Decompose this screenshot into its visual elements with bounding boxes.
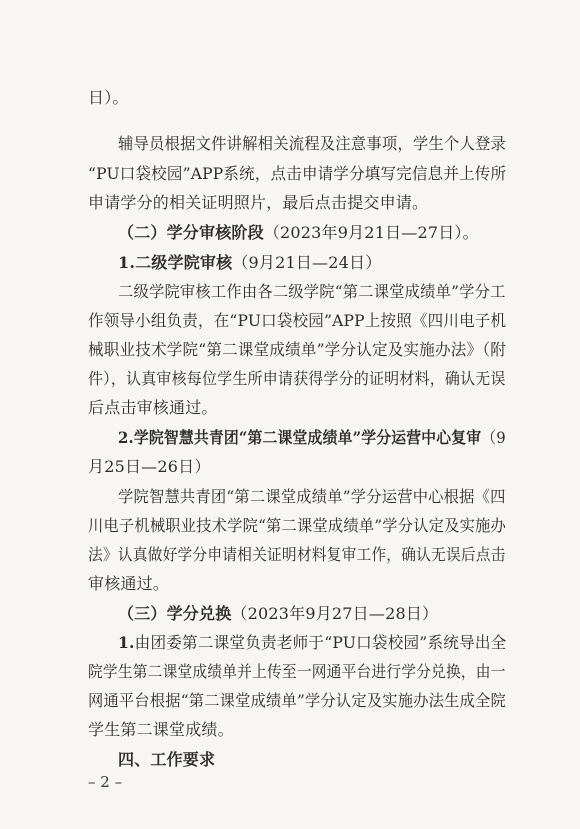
text-line: 法》认真做好学分申请相关证明材料复审工作，确认无误后点击 [88,545,506,564]
subsection-heading: 1.二级学院审核（9月21日—24日） [118,253,382,272]
page-number: – 2 – [88,773,123,791]
chapter-heading: 四、工作要求 [118,750,216,769]
section-heading: （二）学分审核阶段（2023年9月21日—27日）。 [118,223,479,242]
text-line: 审核通过。 [88,574,170,593]
text-line: 日）。 [88,88,129,107]
text-line: 院学生第二课堂成绩单并上传至一网通平台进行学分兑换，由一 [88,662,506,681]
paragraph-line: 辅导员根据文件讲解相关流程及注意事项，学生个人登录 [118,134,507,153]
text-line: 械职业技术学院“第二课堂成绩单”学分认定及实施办法》（附 [88,340,506,359]
paragraph-line: 二级学院审核工作由各二级学院“第二课堂成绩单”学分工 [118,282,506,301]
text-line: 作领导小组负责，在“PU口袋校园”APP上按照《四川电子机 [88,311,507,330]
paragraph-line: 1.由团委第二课堂负责老师于“PU口袋校园”系统导出全 [118,633,507,652]
text-line: 申请学分的相关证明照片，最后点击提交申请。 [88,193,429,212]
text-line: “PU口袋校园”APP系统，点击申请学分填写完信息并上传所 [88,164,507,183]
paragraph-line: 学院智慧共青团“第二课堂成绩单”学分运营中心根据《四 [118,487,506,506]
text-line: 网通平台根据“第二课堂成绩单”学分认定及实施办法生成全院 [88,691,506,710]
section-heading: （三）学分兑换（2023年9月27日—28日） [118,604,439,623]
text-line: 后点击审核通过。 [88,398,218,417]
text-line: 学生第二课堂成绩。 [88,720,234,739]
text-line: 件），认真审核每位学生所申请获得学分的证明材料，确认无误 [88,369,506,388]
text-line: 川电子机械职业技术学院“第二课堂成绩单”学分认定及实施办 [88,516,506,535]
text-line: 月25日—26日） [88,457,211,476]
subsection-heading: 2.学院智慧共青团“第二课堂成绩单”学分运营中心复审（9 [118,428,506,447]
